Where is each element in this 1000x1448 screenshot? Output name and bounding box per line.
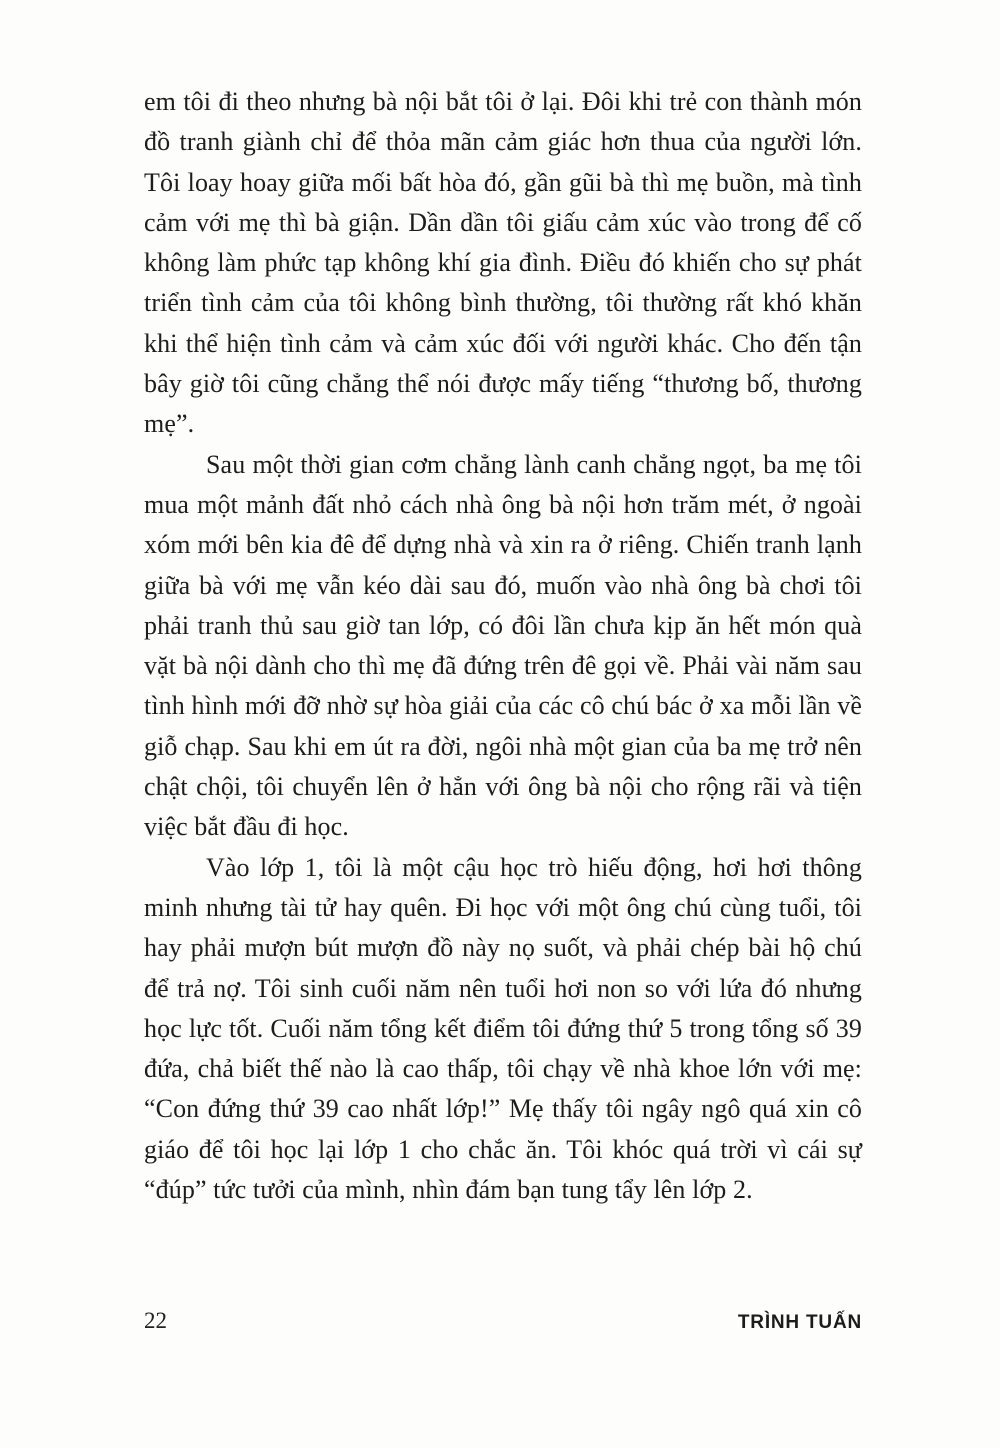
paragraph: Sau một thời gian cơm chẳng lành canh chẳng ngọt, ba mẹ tôi mua một mảnh đất nhỏ cách nhà ông bà nội hơn trăm mét, ở ngoài xóm mới bên kia đê để dựng nhà và xin ra ở riêng. Chiến tranh lạnh giữa bà với mẹ vẫn kéo dài sau đó, muốn vào nhà ông bà chơi tôi phải tranh thủ sau giờ tan lớp, có đôi lần chưa kịp ăn hết món quà vặt bà nội dành cho thì mẹ đã đứng trên đê gọi về. Phải vài năm sau tình hình mới đỡ nhờ sự hòa giải của các cô chú bác ở xa mỗi lần về giỗ chạp. Sau khi em út ra đời, ngôi nhà một gian của ba mẹ trở nên chật chội, tôi chuyển lên ở hẳn với ông bà nội cho rộng rãi và tiện việc bắt đầu đi học. — [144, 449, 862, 842]
paragraph-continuation: em tôi đi theo nhưng bà nội bắt tôi ở lại. Đôi khi trẻ con thành món đồ tranh giành chỉ để thỏa mãn cảm giác hơn thua của người lớn. Tôi loay hoay giữa mối bất hòa đó, gần gũi bà thì mẹ buồn, mà tình cảm với mẹ thì bà giận. Dần dần tôi giấu cảm xúc vào trong để cố không làm phức tạp không khí gia đình. Điều đó khiến cho sự phát triển tình cảm của tôi không bình thường, tôi thường rất khó khăn khi thể hiện tình cảm và cảm xúc đối với người khác. Cho đến tận bây giờ tôi cũng chẳng thể nói được mấy tiếng “thương bố, thương mẹ”. — [144, 87, 862, 439]
author-name: TRÌNH TUẤN — [737, 1312, 862, 1333]
page-number: 22 — [144, 1308, 167, 1333]
paragraph: Vào lớp 1, tôi là một cậu học trò hiếu động, hơi hơi thông minh nhưng tài tử hay quên. Đi học với một ông chú cùng tuổi, tôi hay phải mượn bút mượn đồ này nọ suốt, và phải chép bài hộ chú để trả nợ. Tôi sinh cuối năm nên tuổi hơi non so với lứa đó nhưng học lực tốt. Cuối năm tổng kết điểm tôi đứng thứ 5 trong tổng số 39 đứa, chả biết thế nào là cao thấp, tôi chạy về nhà khoe lớn với mẹ: “Con đứng thứ 39 cao nhất lớp!” Mẹ thấy tôi ngây ngô quá xin cô giáo để tôi học lại lớp 1 cho chắc ăn. Tôi khóc quá trời vì cái sự “đúp” tức tưởi của mình, nhìn đám bạn tung tẩy lên lớp 2. — [144, 852, 862, 1205]
body-text — [144, 82, 862, 1210]
page-footer — [144, 1308, 862, 1334]
